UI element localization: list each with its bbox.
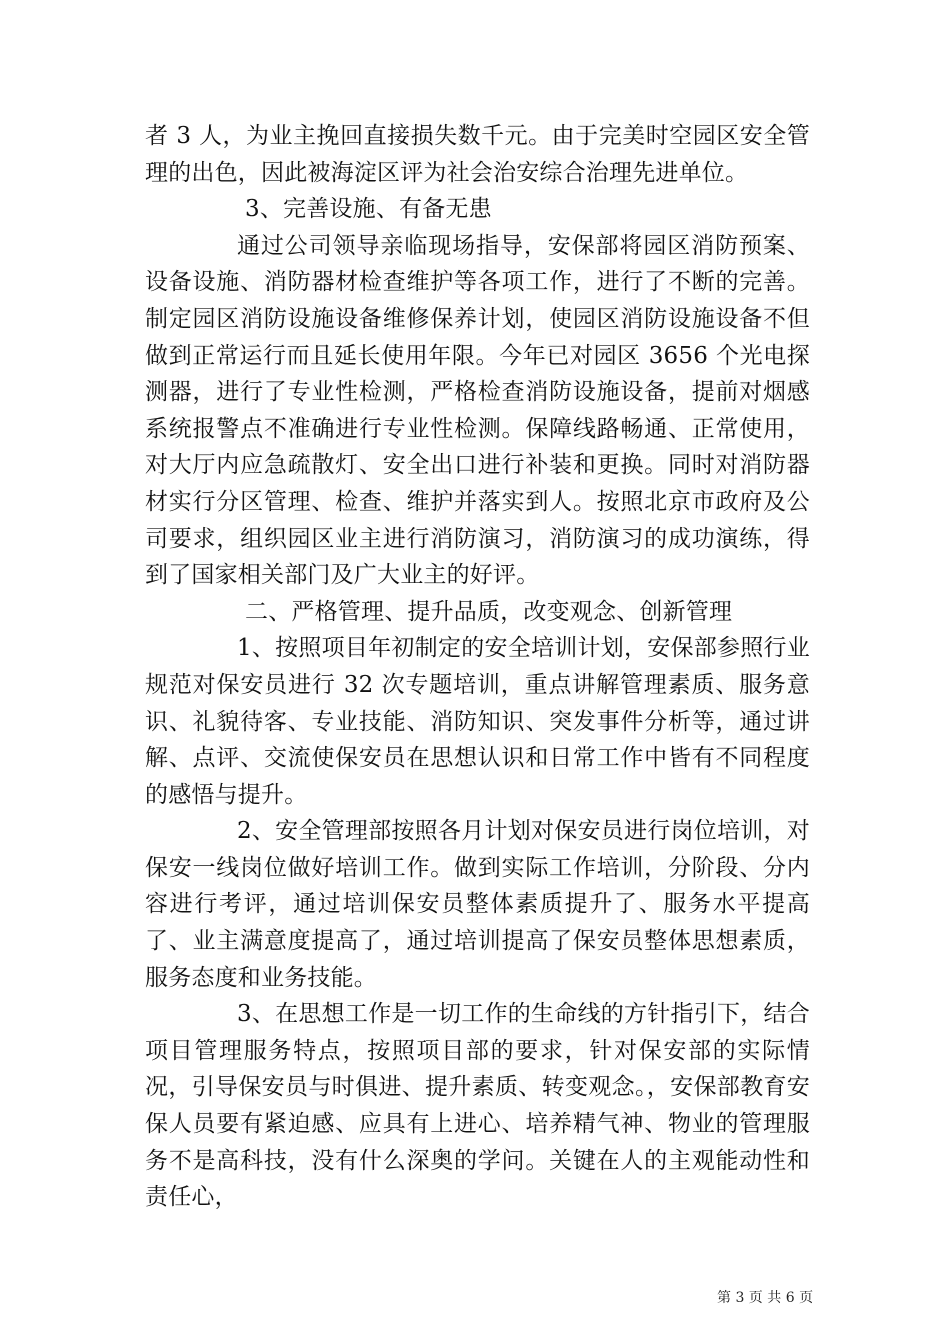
section-heading-2: 二、严格管理、提升品质，改变观念、创新管理 — [245, 598, 733, 625]
section-heading-3: 3、完善设施、有备无患 — [245, 196, 492, 223]
document-body — [145, 118, 810, 1216]
page-number: 第 3 页 共 6 页 — [717, 1290, 814, 1306]
paragraph-1: 者 3 人，为业主挽回直接损失数千元。由于完美时空园区安全管理的出色，因此被海淀区评为社会治安综合治理先进单位。 — [145, 123, 810, 186]
paragraph-training-3: 3、在思想工作是一切工作的生命线的方针指引下，结合项目管理服务特点，按照项目部的要求，针对保安部的实际情况，引导保安员与时俱进、提升素质、转变观念。，安保部教育安保人员要有紧迫感、应具有上进心、培养精气神、物业的管理服务不是高科技，没有什么深奥的学问。关键在人的主观能动性和责任心， — [145, 1001, 810, 1211]
paragraph-training-1: 1、按照项目年初制定的安全培训计划，安保部参照行业规范对保安员进行 32 次专题培训，重点讲解管理素质、服务意识、礼貌待客、专业技能、消防知识、突发事件分析等，通过讲解、点评、交流使保安员在思想认识和日常工作中皆有不同程度的感悟与提升。 — [145, 635, 810, 808]
paragraph-facilities: 通过公司领导亲临现场指导，安保部将园区消防预案、设备设施、消防器材检查维护等各项工作，进行了不断的完善。制定园区消防设施设备维修保养计划，使园区消防设施设备不但做到正常运行而且延长使用年限。今年已对园区 3656 个光电探测器，进行了专业性检测，严格检查消防设施设备，提前对烟感系统报警点不准确进行专业性检测。保障线路畅通、正常使用，对大厅内应急疏散灯、安全出口进行补装和更换。同时对消防器材实行分区管理、检查、维护并落实到人。按照北京市政府及公司要求，组织园区业主进行消防演习，消防演习的成功演练，得到了国家相关部门及广大业主的好评。 — [145, 232, 810, 589]
paragraph-training-2: 2、安全管理部按照各月计划对保安员进行岗位培训，对保安一线岗位做好培训工作。做到实际工作培训，分阶段、分内容进行考评，通过培训保安员整体素质提升了、服务水平提高了、业主满意度提高了，通过培训提高了保安员整体思想素质，服务态度和业务技能。 — [145, 818, 810, 991]
